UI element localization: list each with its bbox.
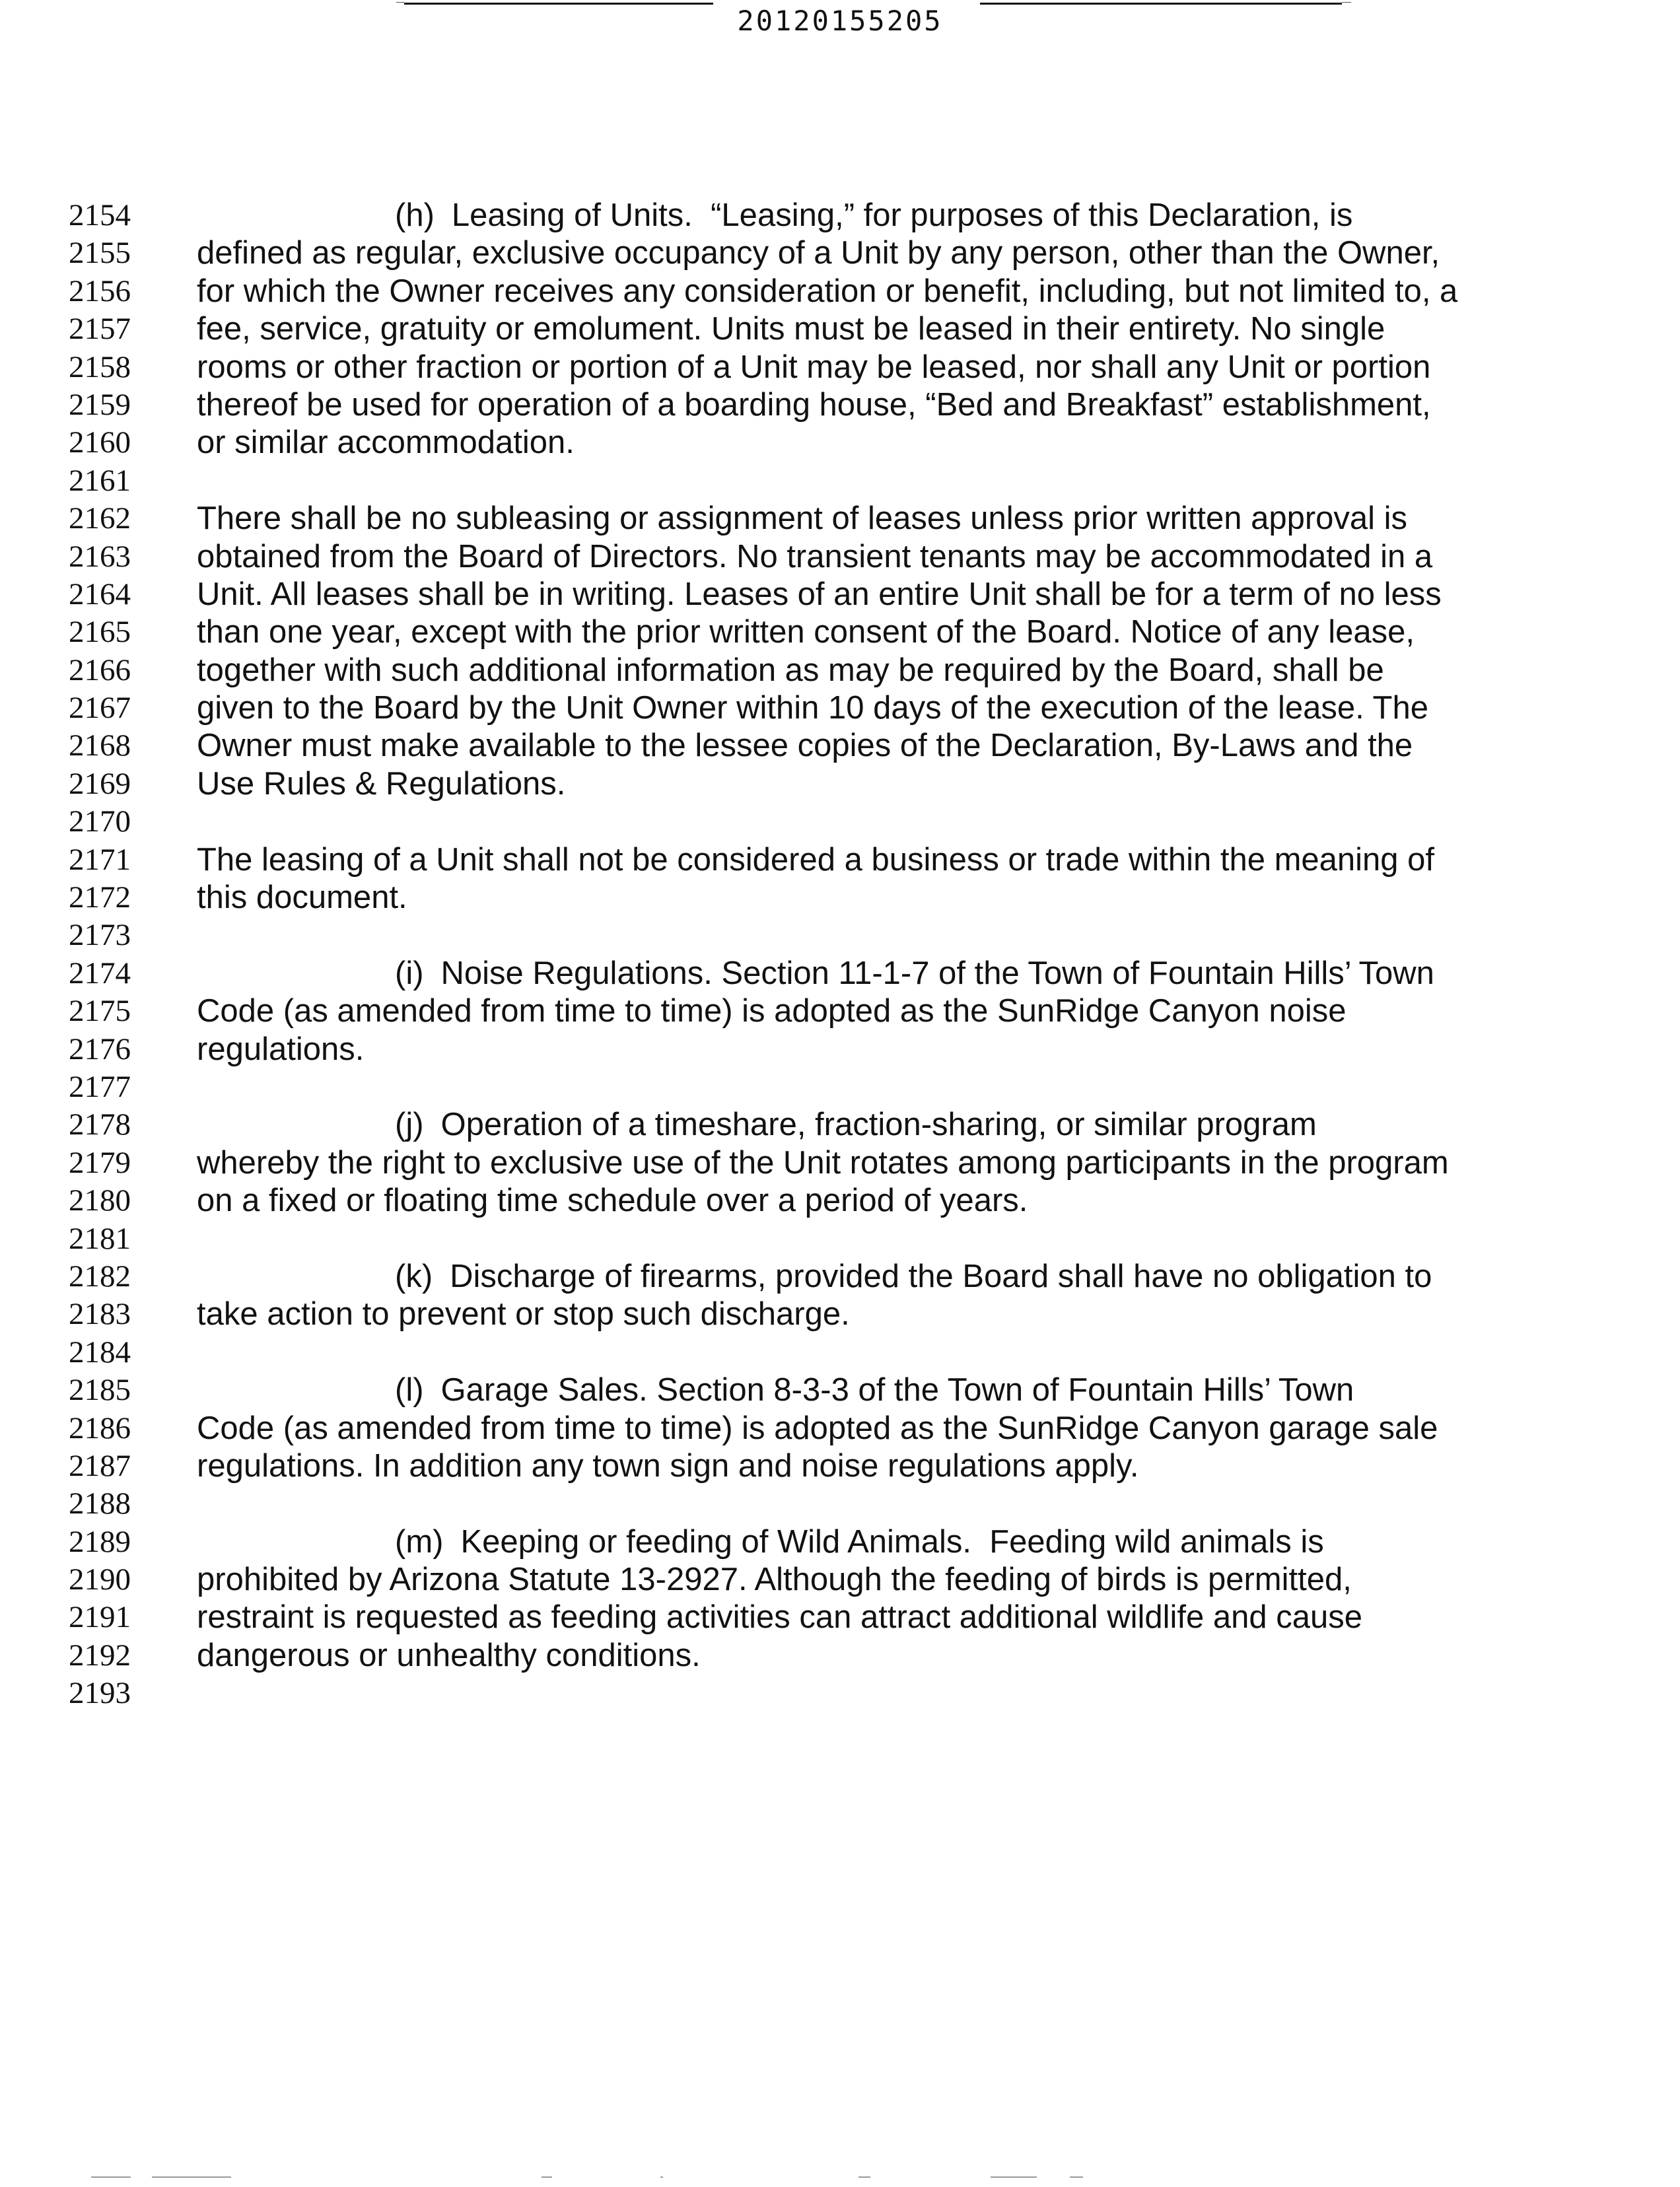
text-line: [0, 273, 1680, 310]
text-line: [0, 462, 1680, 500]
text-line: [0, 1068, 1680, 1106]
line-number: 2163: [69, 539, 131, 574]
line-number: 2186: [69, 1410, 131, 1445]
section-text: , provided the Board shall have no obligation to: [757, 1258, 1432, 1294]
text-line: [0, 1296, 1680, 1333]
line-text: for which the Owner receives any consideration or benefit, including, but not limited to, a: [197, 273, 1458, 309]
line-text: given to the Board by the Unit Owner within 10 days of the execution of the lease. The: [197, 690, 1428, 726]
line-text: or similar accommodation.: [197, 425, 575, 461]
section-heading: Discharge of firearms: [450, 1258, 757, 1294]
line-text: regulations.: [197, 1031, 365, 1067]
line-number: 2174: [69, 955, 131, 990]
line-text: this document.: [197, 880, 407, 916]
text-line: [0, 1106, 1680, 1144]
line-number: 2164: [69, 576, 131, 611]
text-line: [0, 1410, 1680, 1447]
text-line: [0, 1182, 1680, 1220]
text-line: [0, 1523, 1680, 1561]
line-number: 2173: [69, 918, 131, 953]
line-number: 2169: [69, 766, 131, 801]
section-heading: Keeping or feeding of Wild Animals.: [460, 1523, 971, 1560]
line-number: 2165: [69, 615, 131, 650]
line-text: fee, service, gratuity or emolument. Units must be leased in their entirety. No single: [197, 311, 1385, 347]
line-number: 2160: [69, 425, 131, 460]
line-number: 2190: [69, 1562, 131, 1597]
line-number: 2191: [69, 1600, 131, 1635]
line-number: 2187: [69, 1448, 131, 1483]
text-line: [0, 234, 1680, 272]
text-line: [0, 349, 1680, 386]
line-text: dangerous or unhealthy conditions.: [197, 1637, 701, 1673]
line-text: on a fixed or floating time schedule over a period of years.: [197, 1183, 1028, 1219]
line-number: 2172: [69, 880, 131, 915]
line-number: 2159: [69, 387, 131, 422]
section-heading-line: [395, 1258, 1432, 1296]
text-line: [0, 652, 1680, 689]
line-text: The leasing of a Unit shall not be considered a business or trade within the meaning of: [197, 841, 1435, 878]
line-number: 2192: [69, 1638, 131, 1673]
section-text: Feeding wild animals is: [971, 1523, 1324, 1560]
section-heading: Noise Regulations: [440, 955, 704, 991]
line-number: 2158: [69, 349, 131, 384]
line-number: 2168: [69, 728, 131, 763]
section-heading: Leasing of Units.: [451, 197, 693, 233]
line-number: 2157: [69, 312, 131, 347]
line-text: There shall be no subleasing or assignment of leases unless prior written approval is: [197, 501, 1408, 537]
text-line: [0, 386, 1680, 424]
line-text: regulations. In addition any town sign and noise regulations apply.: [197, 1447, 1139, 1484]
section-label: (h): [395, 197, 435, 233]
text-line: [0, 1447, 1680, 1485]
text-line: [0, 1334, 1680, 1371]
text-line: [0, 917, 1680, 954]
section-heading: Garage Sales: [440, 1372, 639, 1408]
text-line: [0, 538, 1680, 576]
line-number: 2170: [69, 804, 131, 839]
line-text: whereby the right to exclusive use of the Unit rotates among participants in the program: [197, 1144, 1449, 1181]
text-line: [0, 879, 1680, 917]
line-text: Use Rules & Regulations.: [197, 765, 566, 802]
text-line: [0, 992, 1680, 1030]
text-line: [0, 1220, 1680, 1258]
section-heading-line: [395, 197, 1352, 234]
header-rule-right: [980, 3, 1342, 5]
text-line: [0, 197, 1680, 234]
line-number: 2181: [69, 1221, 131, 1256]
line-number: 2182: [69, 1259, 131, 1294]
section-heading-line: [395, 1106, 1317, 1144]
line-text: obtained from the Board of Directors. No transient tenants may be accommodated in a: [197, 538, 1433, 574]
line-number: 2161: [69, 463, 131, 498]
text-line: [0, 765, 1680, 803]
line-text: Code (as amended from time to time) is adopted as the SunRidge Canyon garage sale: [197, 1410, 1438, 1446]
line-number: 2183: [69, 1297, 131, 1332]
section-label: (k): [395, 1258, 433, 1294]
line-number: 2184: [69, 1335, 131, 1370]
section-heading-line: [395, 955, 1434, 992]
line-number: 2154: [69, 198, 131, 232]
numbered-text-body: [0, 197, 1680, 1713]
text-line: [0, 310, 1680, 348]
line-text: rooms or other fraction or portion of a Unit may be leased, nor shall any Unit or portion: [197, 349, 1431, 385]
section-text: . Section 8-3-3 of the Town of Fountain Hills’ Town: [639, 1372, 1354, 1408]
line-text: thereof be used for operation of a boarding house, “Bed and Breakfast” establishment,: [197, 386, 1431, 423]
text-line: [0, 841, 1680, 879]
text-line: [0, 1144, 1680, 1182]
line-text: Owner must make available to the lessee copies of the Declaration, By-Laws and the: [197, 728, 1413, 764]
section-label: (m): [395, 1523, 444, 1560]
line-number: 2178: [69, 1107, 131, 1142]
header-rule-right-tail: [1342, 2, 1351, 3]
line-number: 2166: [69, 652, 131, 687]
text-line: [0, 803, 1680, 841]
line-number: 2180: [69, 1183, 131, 1218]
text-line: [0, 424, 1680, 462]
text-line: [0, 1561, 1680, 1599]
section-heading-line: [395, 1523, 1324, 1561]
text-line: [0, 500, 1680, 538]
line-number: 2176: [69, 1031, 131, 1066]
document-number: 20120155205: [737, 5, 943, 37]
text-line: [0, 1637, 1680, 1675]
text-line: [0, 727, 1680, 765]
line-number: 2185: [69, 1373, 131, 1408]
page-header: [0, 0, 1680, 53]
line-number: 2189: [69, 1524, 131, 1559]
line-text: restraint is requested as feeding activities can attract additional wildlife and cause: [197, 1599, 1362, 1636]
section-label: (l): [395, 1372, 424, 1408]
text-line: [0, 1675, 1680, 1712]
text-line: [0, 1599, 1680, 1636]
line-text: Code (as amended from time to time) is adopted as the SunRidge Canyon noise: [197, 993, 1347, 1029]
line-text: Unit. All leases shall be in writing. Leases of an entire Unit shall be for a term of no less: [197, 576, 1442, 612]
text-line: [0, 576, 1680, 613]
line-number: 2175: [69, 994, 131, 1029]
line-text: than one year, except with the prior written consent of the Board. Notice of any lease,: [197, 614, 1415, 650]
line-number: 2179: [69, 1145, 131, 1180]
section-label: (i): [395, 955, 424, 991]
line-text: take action to prevent or stop such discharge.: [197, 1296, 850, 1333]
line-number: 2171: [69, 842, 131, 877]
text-line: [0, 689, 1680, 727]
text-line: [0, 1031, 1680, 1068]
text-line: [0, 1371, 1680, 1409]
line-text: together with such additional information as may be required by the Board, shall be: [197, 652, 1384, 688]
text-line: [0, 1485, 1680, 1523]
section-text: . Section 11-1-7 of the Town of Fountain Hills’ Town: [703, 955, 1434, 991]
section-text: “Leasing,” for purposes of this Declaration, is: [692, 197, 1353, 233]
line-text: prohibited by Arizona Statute 13-2927. Although the feeding of birds is permitted,: [197, 1562, 1352, 1598]
line-number: 2188: [69, 1486, 131, 1521]
line-number: 2177: [69, 1069, 131, 1104]
section-heading-line: [395, 1371, 1354, 1409]
line-number: 2155: [69, 236, 131, 271]
text-line: [0, 1258, 1680, 1296]
section-heading: Operation of a timeshare, fraction-sharing, or similar program: [440, 1107, 1317, 1143]
text-line: [0, 955, 1680, 992]
line-text: defined as regular, exclusive occupancy of a Unit by any person, other than the Owner,: [197, 235, 1440, 271]
line-number: 2156: [69, 273, 131, 308]
line-number: 2193: [69, 1676, 131, 1711]
section-label: (j): [395, 1107, 424, 1143]
line-number: 2167: [69, 691, 131, 726]
line-number: 2162: [69, 501, 131, 536]
text-line: [0, 613, 1680, 651]
